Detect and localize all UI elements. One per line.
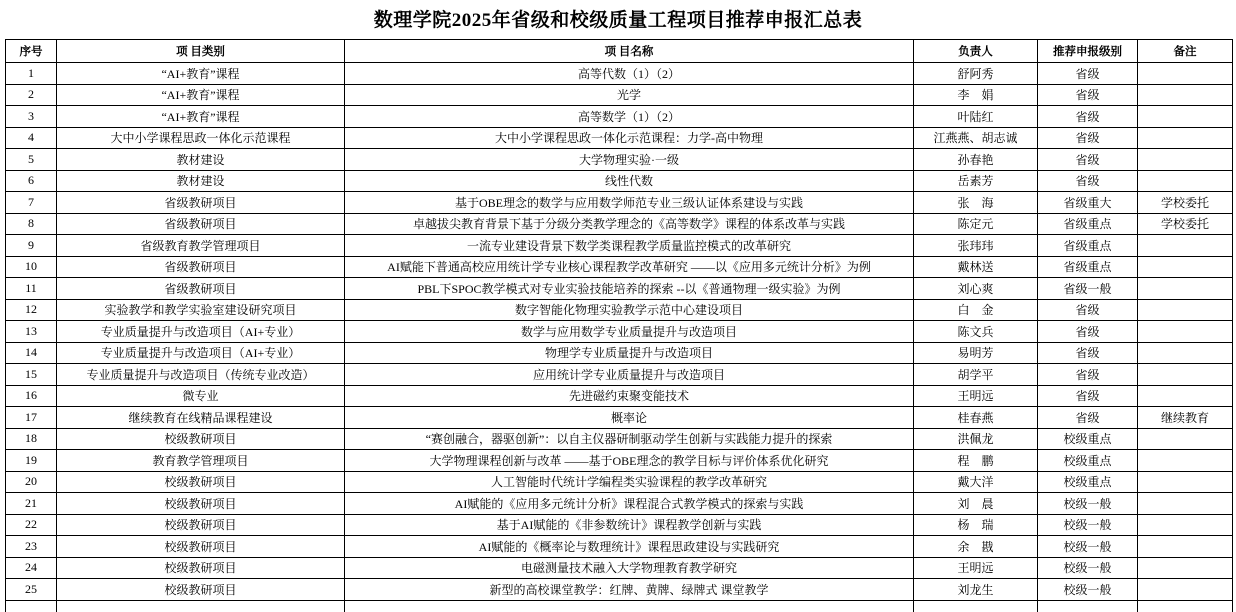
cell-category: 教育教学管理项目 — [57, 450, 345, 472]
cell-remark — [1138, 428, 1233, 450]
cell-leader: 程 鹏 — [914, 450, 1038, 472]
cell-remark: 学校委托 — [1138, 192, 1233, 214]
table-body — [6, 63, 1233, 612]
cell-category: 省级教研项目 — [57, 278, 345, 300]
cell-remark: 学校委托 — [1138, 213, 1233, 235]
cell-level: 校级一般 — [1038, 493, 1138, 515]
cell-leader: 陈定元 — [914, 213, 1038, 235]
cell-leader: 戴大洋 — [914, 471, 1038, 493]
table-header-row — [6, 40, 1233, 63]
cell-remark — [1138, 106, 1233, 128]
cell-level: 省级重大 — [1038, 192, 1138, 214]
cell-name: “赛创融合，器驱创新”：以自主仪器研制驱动学生创新与实践能力提升的探索 — [345, 428, 914, 450]
cell-level: 校级一般 — [1038, 536, 1138, 558]
cell-remark — [1138, 385, 1233, 407]
table-row — [6, 557, 1233, 579]
cell-category: 继续教育在线精品课程建设 — [57, 407, 345, 429]
cell-leader: 易明芳 — [914, 342, 1038, 364]
cell-level: 校级重点 — [1038, 471, 1138, 493]
table-row — [6, 84, 1233, 106]
page-title: 数理学院2025年省级和校级质量工程项目推荐申报汇总表 — [373, 10, 863, 31]
cell-name: 基于AI赋能的《非参数统计》课程教学创新与实践 — [345, 514, 914, 536]
cell-name: AI赋能的《应用多元统计分析》课程混合式教学模式的探索与实践 — [345, 493, 914, 515]
cell-level: 省级重点 — [1038, 213, 1138, 235]
cell-name: AI赋能的《概率论与数理统计》课程思政建设与实践研究 — [345, 536, 914, 558]
cell-name: AI赋能下普通高校应用统计学专业核心课程教学改革研究 ——以《应用多元统计分析》为例 — [345, 256, 914, 278]
cell-remark — [1138, 450, 1233, 472]
cell-no: 23 — [6, 536, 57, 558]
table-row — [6, 493, 1233, 515]
cell-leader: 江燕燕、胡志诚 — [914, 127, 1038, 149]
cell-leader: 刘 晨 — [914, 493, 1038, 515]
cell-name: 基于OBE理念的数学与应用数学师范专业三级认证体系建设与实践 — [345, 192, 914, 214]
cell-level: 省级重点 — [1038, 235, 1138, 257]
cell-remark — [1138, 170, 1233, 192]
table-row — [6, 385, 1233, 407]
cell-category: 校级教研项目 — [57, 579, 345, 601]
cell-category: 校级教研项目 — [57, 471, 345, 493]
header-recommend-level: 推荐申报级别 — [1038, 40, 1138, 63]
cell-level: 省级 — [1038, 299, 1138, 321]
cell-leader: 王明远 — [914, 557, 1038, 579]
cell-leader: 舒阿秀 — [914, 63, 1038, 85]
cell-category: 微专业 — [57, 385, 345, 407]
cell-category: 专业质量提升与改造项目（AI+专业） — [57, 321, 345, 343]
cell-no: 2 — [6, 84, 57, 106]
cell-category: 教材建设 — [57, 149, 345, 171]
cell-category: 教材建设 — [57, 170, 345, 192]
cell-name: 物理学专业质量提升与改造项目 — [345, 342, 914, 364]
cell-name: 数字智能化物理实验教学示范中心建设项目 — [345, 299, 914, 321]
table-row — [6, 127, 1233, 149]
cell-leader: 桂春燕 — [914, 407, 1038, 429]
cell-remark — [1138, 278, 1233, 300]
cell-category: 校级教研项目 — [57, 557, 345, 579]
cell-category: 省级教研项目 — [57, 192, 345, 214]
cell-name: 概率论 — [345, 407, 914, 429]
cell-no: 20 — [6, 471, 57, 493]
cell-leader: 孙春艳 — [914, 149, 1038, 171]
table-row — [6, 364, 1233, 386]
cell-level: 省级 — [1038, 364, 1138, 386]
cell-category: 校级教研项目 — [57, 514, 345, 536]
table-row-clipped — [6, 600, 1233, 612]
table-row — [6, 256, 1233, 278]
cell-name: 大中小学课程思政一体化示范课程：力学-高中物理 — [345, 127, 914, 149]
cell-leader: 余 戡 — [914, 536, 1038, 558]
cell-level: 校级一般 — [1038, 514, 1138, 536]
cell-level: 校级重点 — [1038, 450, 1138, 472]
cell-no: 25 — [6, 579, 57, 601]
cell-no: 11 — [6, 278, 57, 300]
cell-leader: 陈文兵 — [914, 321, 1038, 343]
cell-leader: 李 娟 — [914, 84, 1038, 106]
cell-leader: 白 金 — [914, 299, 1038, 321]
cell-category: 省级教研项目 — [57, 213, 345, 235]
cell-no: 16 — [6, 385, 57, 407]
cell-no: 17 — [6, 407, 57, 429]
cell-remark — [1138, 321, 1233, 343]
cell-name: 新型的高校课堂教学：红牌、黄牌、绿牌式 课堂教学 — [345, 579, 914, 601]
cell-name: 卓越拔尖教育背景下基于分级分类教学理念的《高等数学》课程的体系改革与实践 — [345, 213, 914, 235]
cell-remark — [1138, 84, 1233, 106]
cell-no: 24 — [6, 557, 57, 579]
cell-empty — [1038, 600, 1138, 612]
cell-no: 19 — [6, 450, 57, 472]
cell-remark — [1138, 579, 1233, 601]
cell-level: 省级 — [1038, 342, 1138, 364]
cell-name: PBL下SPOC教学模式对专业实验技能培养的探索 --以《普通物理一级实验》为例 — [345, 278, 914, 300]
cell-category: “AI+教育”课程 — [57, 106, 345, 128]
cell-remark — [1138, 557, 1233, 579]
header-remark: 备注 — [1138, 40, 1233, 63]
cell-category: 专业质量提升与改造项目（AI+专业） — [57, 342, 345, 364]
cell-category: “AI+教育”课程 — [57, 84, 345, 106]
cell-no: 10 — [6, 256, 57, 278]
cell-name: 一流专业建设背景下数学类课程教学质量监控模式的改革研究 — [345, 235, 914, 257]
cell-category: 校级教研项目 — [57, 493, 345, 515]
cell-remark — [1138, 127, 1233, 149]
table-row — [6, 63, 1233, 85]
cell-leader: 王明远 — [914, 385, 1038, 407]
cell-level: 校级一般 — [1038, 579, 1138, 601]
cell-level: 省级 — [1038, 127, 1138, 149]
cell-level: 省级 — [1038, 321, 1138, 343]
cell-empty — [57, 600, 345, 612]
cell-level: 省级一般 — [1038, 278, 1138, 300]
cell-empty — [345, 600, 914, 612]
cell-leader: 刘心爽 — [914, 278, 1038, 300]
cell-no: 12 — [6, 299, 57, 321]
header-leader: 负责人 — [914, 40, 1038, 63]
cell-category: 专业质量提升与改造项目（传统专业改造） — [57, 364, 345, 386]
cell-category: “AI+教育”课程 — [57, 63, 345, 85]
cell-name: 大学物理实验·一级 — [345, 149, 914, 171]
cell-level: 省级 — [1038, 106, 1138, 128]
cell-name: 大学物理课程创新与改革 ——基于OBE理念的教学目标与评价体系优化研究 — [345, 450, 914, 472]
table-row — [6, 407, 1233, 429]
cell-level: 校级重点 — [1038, 428, 1138, 450]
table-row — [6, 299, 1233, 321]
cell-leader: 刘龙生 — [914, 579, 1038, 601]
cell-category: 大中小学课程思政一体化示范课程 — [57, 127, 345, 149]
header-serial-number: 序号 — [6, 40, 57, 63]
table-row — [6, 428, 1233, 450]
header-project-name: 项 目名称 — [345, 40, 914, 63]
cell-empty — [6, 600, 57, 612]
table-row — [6, 450, 1233, 472]
cell-leader: 戴林送 — [914, 256, 1038, 278]
cell-remark — [1138, 235, 1233, 257]
cell-no: 18 — [6, 428, 57, 450]
cell-name: 光学 — [345, 84, 914, 106]
cell-category: 实验教学和教学实验室建设研究项目 — [57, 299, 345, 321]
cell-level: 省级 — [1038, 407, 1138, 429]
header-project-category: 项 目类别 — [57, 40, 345, 63]
table-row — [6, 170, 1233, 192]
cell-name: 应用统计学专业质量提升与改造项目 — [345, 364, 914, 386]
cell-level: 省级重点 — [1038, 256, 1138, 278]
cell-name: 高等数学（1）（2） — [345, 106, 914, 128]
cell-leader: 洪佩龙 — [914, 428, 1038, 450]
cell-category: 省级教研项目 — [57, 256, 345, 278]
cell-category: 校级教研项目 — [57, 428, 345, 450]
cell-leader: 岳素芳 — [914, 170, 1038, 192]
table-row — [6, 321, 1233, 343]
cell-level: 校级一般 — [1038, 557, 1138, 579]
table-row — [6, 149, 1233, 171]
table-row — [6, 579, 1233, 601]
cell-level: 省级 — [1038, 385, 1138, 407]
cell-no: 4 — [6, 127, 57, 149]
cell-no: 3 — [6, 106, 57, 128]
cell-no: 1 — [6, 63, 57, 85]
cell-name: 先进磁约束聚变能技术 — [345, 385, 914, 407]
cell-remark — [1138, 471, 1233, 493]
cell-leader: 叶陆红 — [914, 106, 1038, 128]
cell-no: 13 — [6, 321, 57, 343]
cell-no: 15 — [6, 364, 57, 386]
table-row — [6, 192, 1233, 214]
cell-no: 7 — [6, 192, 57, 214]
cell-level: 省级 — [1038, 63, 1138, 85]
cell-remark — [1138, 256, 1233, 278]
table-row — [6, 106, 1233, 128]
cell-remark: 继续教育 — [1138, 407, 1233, 429]
cell-level: 省级 — [1038, 149, 1138, 171]
cell-name: 电磁测量技术融入大学物理教育教学研究 — [345, 557, 914, 579]
cell-remark — [1138, 342, 1233, 364]
cell-category: 校级教研项目 — [57, 536, 345, 558]
cell-remark — [1138, 149, 1233, 171]
cell-no: 9 — [6, 235, 57, 257]
cell-remark — [1138, 63, 1233, 85]
cell-remark — [1138, 536, 1233, 558]
cell-leader: 杨 瑞 — [914, 514, 1038, 536]
cell-name: 线性代数 — [345, 170, 914, 192]
table-row — [6, 342, 1233, 364]
cell-remark — [1138, 364, 1233, 386]
cell-no: 5 — [6, 149, 57, 171]
cell-level: 省级 — [1038, 84, 1138, 106]
cell-leader: 张玮玮 — [914, 235, 1038, 257]
cell-name: 数学与应用数学专业质量提升与改造项目 — [345, 321, 914, 343]
cell-no: 21 — [6, 493, 57, 515]
cell-name: 人工智能时代统计学编程类实验课程的教学改革研究 — [345, 471, 914, 493]
cell-remark — [1138, 514, 1233, 536]
cell-no: 14 — [6, 342, 57, 364]
projects-summary-table — [5, 39, 1233, 612]
cell-leader: 张 海 — [914, 192, 1038, 214]
table-row — [6, 536, 1233, 558]
cell-empty — [914, 600, 1038, 612]
table-row — [6, 213, 1233, 235]
cell-no: 8 — [6, 213, 57, 235]
cell-no: 22 — [6, 514, 57, 536]
cell-category: 省级教育教学管理项目 — [57, 235, 345, 257]
table-row — [6, 235, 1233, 257]
cell-no: 6 — [6, 170, 57, 192]
table-row — [6, 278, 1233, 300]
cell-remark — [1138, 299, 1233, 321]
cell-level: 省级 — [1038, 170, 1138, 192]
cell-name: 高等代数（1）（2） — [345, 63, 914, 85]
cell-remark — [1138, 493, 1233, 515]
cell-leader: 胡学平 — [914, 364, 1038, 386]
table-row — [6, 514, 1233, 536]
table-row — [6, 471, 1233, 493]
cell-empty — [1138, 600, 1233, 612]
